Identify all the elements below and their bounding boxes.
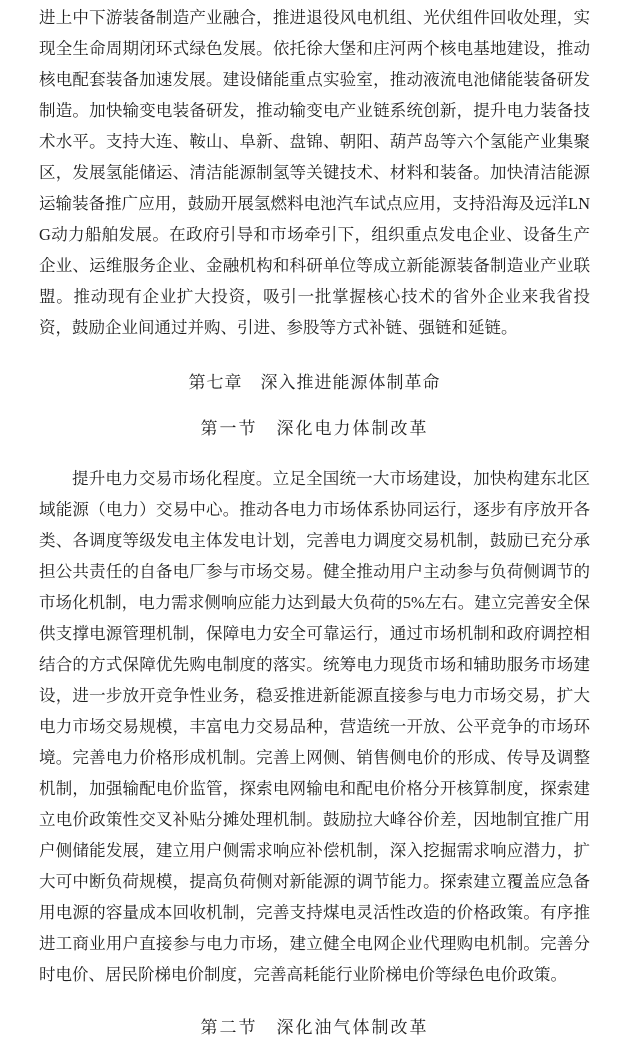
paragraph-equipment-manufacturing-continuation: 进上中下游装备制造产业融合，推进退役风电机组、光伏组件回收处理，实现全生命周期闭环式绿色发展。依托徐大堡和庄河两个核电基地建设，推动核电配套装备加速发展。建设储能重点实验室，推动液流电池储能装备研发制造。加快输变电装备研发，推动输变电产业链系统创新，提升电力装备技术水平。支持大连、鞍山、阜新、盘锦、朝阳、葫芦岛等六个氢能产业集聚区，发展氢能储运、清洁能源制氢等关键技术、材料和装备。加快清洁能源运输装备推广应用，鼓励开展氢燃料电池汽车试点应用，支持沿海及远洋LNG动力船舶发展。在政府引导和市场牵引下，组织重点发电企业、设备生产企业、运维服务企业、金融机构和科研单位等成立新能源装备制造业产业联盟。推动现有企业扩大投资，吸引一批掌握核心技术的省外企业来我省投资，鼓励企业间通过并购、引进、参股等方式补链、强链和延链。 [39,8,590,337]
chapter-7-heading: 第七章 深入推进能源体制革命 [188,373,441,392]
section-2-heading: 第二节 深化油气体制改革 [200,1018,429,1037]
paragraph-power-system-reform: 提升电力交易市场化程度。立足全国统一大市场建设，加快构建东北区域能源（电力）交易中心。推动各电力市场体系协同运行，逐步有序放开各类、各调度等级发电主体发电计划，完善电力调度交易机制，鼓励已充分承担公共责任的自备电厂参与市场交易。健全推动用户主动参与负荷侧调节的市场化机制，电力需求侧响应能力达到最大负荷的5%左右。建立完善安全保供支撑电源管理机制，保障电力安全可靠运行，通过市场机制和政府调控相结合的方式保障优先购电制度的落实。统筹电力现货市场和辅助服务市场建设，进一步放开竞争性业务，稳妥推进新能源直接参与电力市场交易，扩大电力市场交易规模，丰富电力交易品种，营造统一开放、公平竞争的市场环境。完善电力价格形成机制。完善上网侧、销售侧电价的形成、传导及调整机制，加强输配电价监管，探索电网输电和配电价格分开核算制度，探索建立电价政策性交叉补贴分摊处理机制。鼓励拉大峰谷价差，因地制宜推广用户侧储能发展，建立用户侧需求响应补偿机制，深入挖掘需求响应潜力，扩大可中断负荷规模，提高负荷侧对新能源的调节能力。探索建立覆盖应急备用电源的容量成本回收机制，完善支持煤电灵活性改造的价格政策。有序推进工商业用户直接参与电力市场，建立健全电网企业代理购电机制。完善分时电价、居民阶梯电价制度，完善高耗能行业阶梯电价等绿色电价政策。 [39,469,590,984]
section-1-heading: 第一节 深化电力体制改革 [200,419,429,438]
